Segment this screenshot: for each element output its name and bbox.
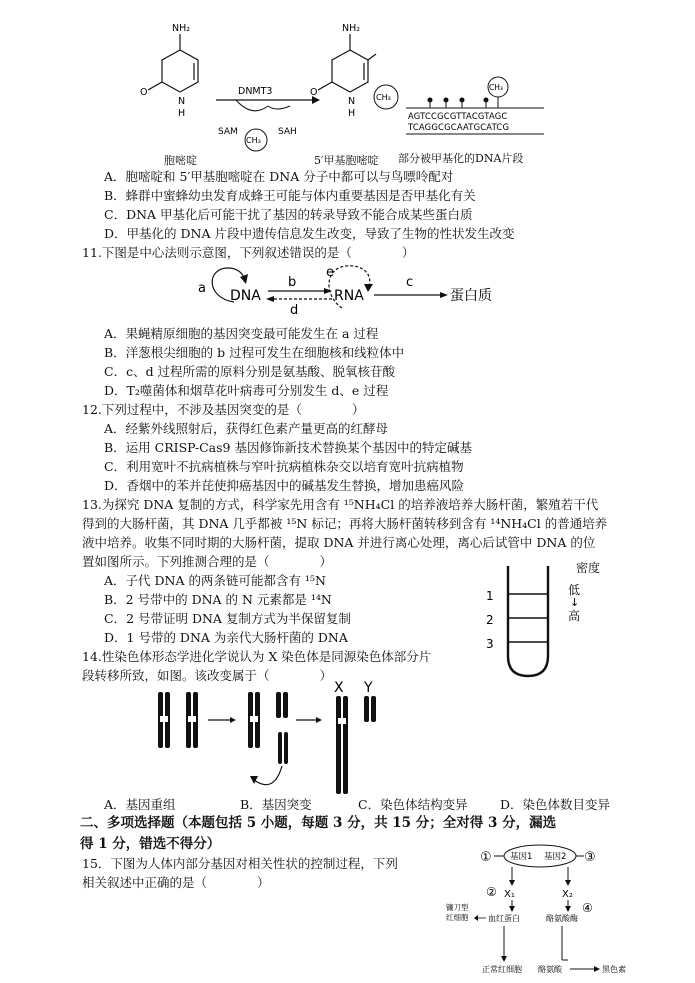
label-e: e <box>326 265 334 280</box>
n-label-2: N <box>348 96 356 107</box>
q13-stem-line2: 得到的大肠杆菌，其 DNA 几乎都被 ¹⁵N 标记；再将大肠杆菌转移到含有 ¹⁴NH₄Cl 的普通培养 <box>82 516 608 531</box>
melanin-label: 黑色素 <box>602 965 626 974</box>
q14-option-c: C．染色体结构变异 <box>358 797 468 812</box>
q10-option-b: B．蜂群中蜜蜂幼虫发育成蜂王可能与体内重要基因是否甲基化有关 <box>104 188 476 203</box>
chromosome-pair-2 <box>248 692 288 764</box>
section2-heading-cont: 得 1 分，错选不得分） <box>80 836 221 852</box>
band-2-label: 2 <box>486 613 494 627</box>
strand-bottom: TCAGGCGCAATGCATCG <box>408 122 510 132</box>
methyl-pins <box>428 97 498 108</box>
q11-option-a: A．果蝇精原细胞的基因突变最可能发生在 a 过程 <box>104 326 379 341</box>
ch3-group-label: CH₃ <box>376 93 391 102</box>
q13-option-c: C．2 号带证明 DNA 复制方式为半保留复制 <box>104 611 351 626</box>
q13-option-a: A．子代 DNA 的两条链可能都含有 ¹⁵N <box>104 573 326 588</box>
xy-chromosomes <box>336 696 376 794</box>
cytosine-structure <box>148 34 198 92</box>
q11-option-b: B．洋葱根尖细胞的 b 过程可发生在细胞核和线粒体中 <box>104 345 405 360</box>
density-label: 密度 <box>576 561 601 575</box>
strand-top: AGTCCGCGTTACGTAGC <box>408 111 508 121</box>
sam-label: SAM <box>218 127 238 137</box>
q12-option-d: D．香烟中的苯并芘使抑癌基因中的碱基发生替换，增加患癌风险 <box>104 478 465 493</box>
q10-option-c: C．DNA 甲基化后可能干扰了基因的转录导致不能合成某些蛋白质 <box>104 207 473 222</box>
q12-option-c: C．利用宽叶不抗病植株与窄叶抗病植株杂交以培育宽叶抗病植物 <box>104 459 464 474</box>
central-dogma-diagram <box>196 262 496 324</box>
q11-option-d: D．T₂噬菌体和烟草花叶病毒可分别发生 d、e 过程 <box>104 383 389 398</box>
circle-2-label: ② <box>486 885 497 899</box>
sah-label: SAH <box>278 127 297 137</box>
x-label: X <box>334 680 344 696</box>
q13-stem-line4: 置如图所示。下列推测合理的是（ ） <box>82 554 333 569</box>
tyrosinase-label: 酪氨酸酶 <box>546 914 578 923</box>
hemoglobin-label: 血红蛋白 <box>488 914 520 923</box>
sickle-label-2: 红细胞 <box>446 913 469 922</box>
x2-label: X₂ <box>562 889 573 900</box>
q13-option-d: D．1 号带的 DNA 为亲代大肠杆菌的 DNA <box>104 630 348 645</box>
band-1-label: 1 <box>486 589 494 603</box>
protein-label: 蛋白质 <box>450 288 492 304</box>
section2-heading: 二、多项选择题（本题包括 5 小题，每题 3 分，共 15 分；全对得 3 分，漏选 <box>80 815 557 831</box>
methylcytosine-label: 5′甲基胞嘧啶 <box>314 154 379 167</box>
dna-fragment-label: 部分被甲基化的DNA片段 <box>398 152 524 165</box>
cytosine-label: 胞嘧啶 <box>164 154 197 167</box>
circle-3-label: ③ <box>584 850 596 865</box>
q14-option-d: D．染色体数目变异 <box>500 797 611 812</box>
dna-label: DNA <box>230 288 261 304</box>
q14-stem-line1: 14.性染色体形态学进化学说认为 X 染色体是同源染色体部分片 <box>82 649 432 664</box>
chromosome-figure <box>150 680 400 800</box>
y-label: Y <box>364 680 373 696</box>
test-tube <box>508 566 548 676</box>
transfer-arrow <box>254 766 282 785</box>
q12-option-b: B．运用 CRISP-Cas9 基因修饰新技术替换某个基因中的特定碱基 <box>104 440 472 455</box>
q13-stem-line1: 13.为探究 DNA 复制的方式，科学家先用含有 ¹⁵NH₄Cl 的培养液培养大肠杆菌，繁殖若干代 <box>82 497 599 512</box>
enzyme-label: DNMT3 <box>238 86 273 97</box>
x1-label: X₁ <box>504 889 515 900</box>
sickle-label-1: 镰刀型 <box>446 903 469 912</box>
ch3-label: CH₃ <box>246 136 261 145</box>
band-3-label: 3 <box>486 637 494 651</box>
q13-option-b: B．2 号带中的 DNA 的 N 元素都是 ¹⁴N <box>104 592 332 607</box>
centrifuge-tube-figure <box>480 560 630 684</box>
dna-ch3-label: CH₃ <box>489 83 503 92</box>
q14-option-b: B．基因突变 <box>240 797 312 812</box>
q12-option-a: A．经紫外线照射后，获得红色素产量更高的红酵母 <box>104 421 389 436</box>
q10-option-a: A．胞嘧啶和 5′甲基胞嘧啶在 DNA 分子中都可以与鸟嘌呤配对 <box>104 169 454 184</box>
gene1-label: 基因1 <box>510 852 533 862</box>
label-b: b <box>288 275 297 290</box>
label-d: d <box>290 303 299 318</box>
nh2-label: NH₂ <box>172 23 191 34</box>
label-a: a <box>198 281 206 296</box>
nh2-label-2: NH₂ <box>342 23 361 34</box>
q11-stem: 11.下图是中心法则示意图，下列叙述错误的是（ ） <box>82 245 415 260</box>
tyrosine-label: 酪氨酸 <box>538 965 562 974</box>
low-label: 低 <box>568 583 581 597</box>
down-arrow-icon: ↓ <box>570 596 580 609</box>
o-label-2: O <box>310 87 318 98</box>
o-label: O <box>140 87 148 98</box>
q10-option-d: D．甲基化的 DNA 片段中遗传信息发生改变，导致了生物的性状发生改变 <box>104 226 515 241</box>
high-label: 高 <box>568 609 581 623</box>
q11-option-c: C．c、d 过程所需的原料分别是氨基酸、脱氧核苷酸 <box>104 364 396 379</box>
q12-stem: 12.下列过程中，不涉及基因突变的是（ ） <box>82 402 365 417</box>
gene-control-diagram <box>442 842 642 982</box>
q13-stem-line3: 液中培养。收集不同时期的大肠杆菌，提取 DNA 并进行离心处理，离心后试管中 DNA 的位 <box>82 535 596 550</box>
methylcytosine-structure <box>318 34 376 92</box>
n-label: N <box>178 96 186 107</box>
circle-4-label: ④ <box>582 901 593 915</box>
circle-1-label: ① <box>480 850 492 865</box>
methylation-figure <box>140 0 560 168</box>
q15-stem-line2: 相关叙述中正确的是（ ） <box>82 875 270 890</box>
chromosome-pair-1 <box>158 692 198 748</box>
label-c: c <box>406 275 414 290</box>
h-label: H <box>178 108 186 119</box>
q14-stem-line2: 段转移所致，如图。该改变属于（ ） <box>82 668 333 683</box>
q15-stem-line1: 15．下图为人体内部分基因对相关性状的控制过程，下列 <box>82 856 398 871</box>
normal-rbc-label: 正常红细胞 <box>482 965 522 974</box>
gene2-label: 基因2 <box>544 852 567 862</box>
q14-option-a: A．基因重组 <box>104 797 176 812</box>
rna-label: RNA <box>334 288 364 304</box>
h-label-2: H <box>348 108 356 119</box>
